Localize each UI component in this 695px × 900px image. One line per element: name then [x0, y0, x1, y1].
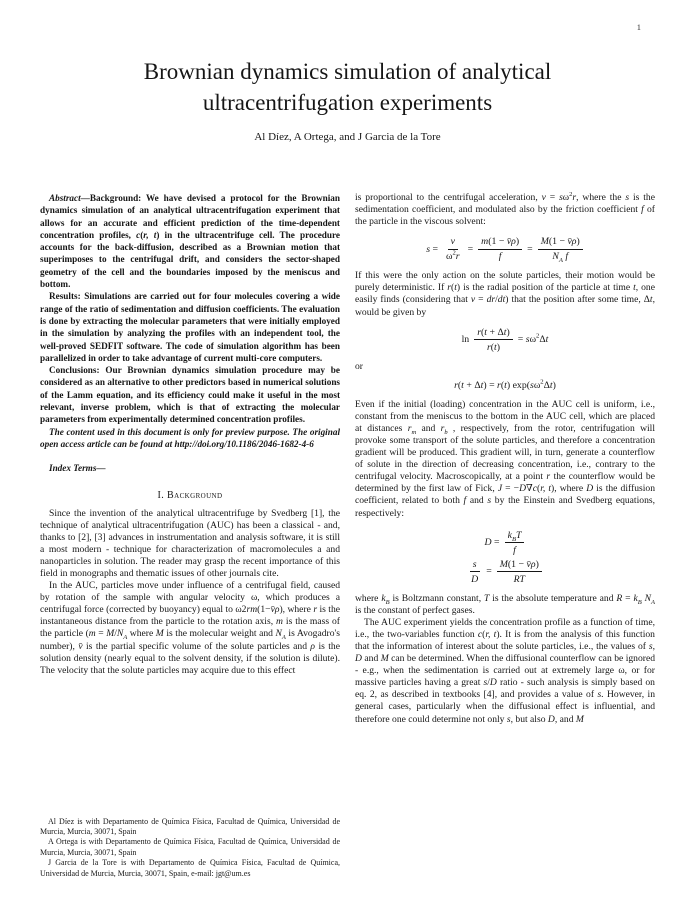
fraction-denominator: $N_A$ f — [552, 251, 569, 265]
preview-note: The content used in this document is only for preview purpose. The original open access article can be found at http://doi.org/10.1186/2046-1682-4-6 — [40, 426, 340, 449]
fraction-denominator: D — [471, 573, 479, 585]
fraction — [478, 236, 522, 262]
equals-sign: = — [467, 243, 474, 255]
fraction-numerator: m(1 − v̄ρ) — [478, 236, 522, 250]
fraction-denominator: r(t) — [486, 341, 501, 353]
fraction — [468, 559, 481, 585]
fraction-numerator: $k_BT$ — [505, 530, 525, 544]
fraction-numerator: v — [448, 236, 458, 250]
fraction-numerator: s — [470, 559, 480, 573]
fraction — [497, 559, 542, 585]
author-affiliation-footnotes — [40, 817, 340, 892]
auc-experiment-paragraph: The AUC experiment yields the concentration profile as a function of time, i.e., the two-variables function c(r, t). It is from the analysis of this function that the information of interest about the solute particles, i.e., the values of s, D and M can be determined. When the diffusional counterflow can be ignored - e.g., when the sedimentation is carried out at extremely large ω, or for massive particles having a great s/D ratio - such analysis is simply based on eq. 2, as described in textbooks [4], and provides a value of s. However, in general cases, particularly when the diffusional effect is influential, and therefore one could determine not only s, but also D, and M — [355, 616, 656, 725]
equals-sign: = — [486, 566, 492, 578]
counterflow-paragraph: Even if the initial (loading) concentration in the AUC cell is uniform, i.e., constant from the meniscus to the bottom in the AUC cell, which are placed at distances $r_m$ and $r_b$ , respectively, from the rotor, centrifugation will provoke some transport of the solute particles, and therefore a concentration gradient will be produced. This gradient will, in turn, generate a counterflow of solute in the direction of decreasing concentration, i.e., contrary to the centrifugal velocity. Macroscopically, at a point r the counterflow would be determined by the first law of Fick, J = −D∇c(r, t), where D is the diffusion coefficient, related to both f and s by the Einstein and Svedberg equations, respectively: — [355, 398, 656, 519]
fraction-denominator: f — [513, 544, 516, 556]
page-number: 1 — [636, 22, 641, 32]
eq-lhs: D = — [484, 537, 500, 549]
fraction — [505, 530, 525, 556]
fraction — [443, 236, 463, 262]
right-column — [355, 192, 655, 892]
eq-diffusion-coefficient — [355, 530, 655, 556]
einstein-svedberg-equations — [355, 530, 655, 585]
abstract-conclusions-paragraph: Conclusions: Our Brownian dynamics simulation procedure may be considered as an alternative to other predictors based in numerical solutions of the Lamm equation, and its efficiency could make it useful in the most relevant, inverse problem, which is that of extracting the molecular parameters from experimentally determined concentration profiles. — [40, 365, 340, 425]
footnote-author-1: Al Díez is with Departamento de Química Física, Facultad de Química, Universidad de Murcia, Murcia, 30071, Spain — [40, 816, 340, 836]
footnote-author-2: A Ortega is with Departamento de Química Física, Facultad de Química, Universidad de Murcia, Murcia, 30071, Spain — [40, 837, 340, 857]
eq-log-radial-position — [355, 327, 655, 353]
section-heading-background: I. Background — [157, 489, 223, 501]
background-paragraph-2: In the AUC, particles move under influence of a centrifugal field, caused by rotation of the sample with angular velocity ω, which produces a centrifugal force (corrected by buoyancy) equal to ω2rm(1−v̄ρ), where r is the instantaneous distance from the particle to the rotation axis, m is the mass of the particle ($m = M/N_A$ where M is the molecular weight and $N_A$ is Avogadro's number), v̄ is the partial specific volume of the solute particles and ρ is the solution density (nearly equal to the solvent density, if the solution is dilute). The velocity that the solute particles may acquire due to this effect — [40, 580, 341, 676]
fraction-denominator: $\omega^2r$ — [446, 250, 460, 263]
constants-paragraph: where $k_B$ is Boltzmann constant, T is the absolute temperature and $R = k_B$ $N_A$ is the constant of perfect gases. — [355, 592, 655, 616]
eq-exponential-position — [355, 380, 655, 391]
left-column — [40, 192, 340, 892]
fraction-denominator: f — [498, 251, 502, 263]
fraction-denominator: RT — [513, 573, 526, 585]
continuation-paragraph: is proportional to the centrifugal acceleration, $v = s\omega^2r$, where the s is the sedimentation coefficient, and modulated also by the friction coefficient f of the particle in the viscous solvent: — [355, 190, 655, 228]
background-paragraph-1: Since the invention of the analytical ultracentrifuge by Svedberg [1], the technique of analytical ultracentrifugation (AUC) has been a classical - and, thanks to [2], [3] advances in instrumentation and analysis software, it is still a most modern - technique for characterization of macromolecules a and nanoparticles in solution. The reader may grasp the recent importance of this field in monographs and thematic issues of other journals cite. — [40, 507, 340, 579]
abstract-background-paragraph: Abstract—Background: We have devised a protocol for the Brownian dynamics simulation of an analytical ultracentrifugation experiment that allows for an accurate and efficient prediction of the time-dependent concentration profiles, c(r, t) in the ultracentrifuge cell. The procedure accounts for the back-diffusion, described as a Brownian motion that superimposes to the centrifugal drift, and considers the sector-shaped geometry of the cell and the boundaries imposed by the meniscus and bottom. — [40, 193, 340, 290]
equals-sign: = — [527, 243, 533, 255]
fraction-numerator: r(t + Δt) — [474, 327, 513, 341]
eq-svedberg-ratio — [355, 559, 655, 585]
index-terms-label: Index Terms— — [49, 463, 106, 474]
paper-authors: Al Díez, A Ortega, and J Garcia de la Tore — [254, 131, 441, 143]
or-connector: or — [355, 360, 363, 372]
paper-title: Brownian dynamics simulation of analytical ultracentrifugation experiments — [143, 59, 552, 115]
eq-rhs: = $s\omega^2\Delta t$ — [517, 332, 549, 346]
footnote-author-3: J Garcia de la Tore is with Departamento de Química Física, Facultad de Química, Universidad de Murcia, Murcia, 30071, Spain, e-mail: jgt@um.es — [40, 858, 340, 878]
fraction — [538, 236, 583, 265]
eq-sedimentation-coefficient — [355, 236, 655, 265]
two-column-body — [0, 192, 695, 892]
fraction-numerator: M(1 − v̄ρ) — [538, 236, 583, 250]
ln-operator: ln — [461, 334, 470, 346]
deterministic-motion-paragraph: If this were the only action on the solute particles, their motion would be purely deterministic. If r(t) is the radial position of the particle at time t, one easily finds (considering that v = dr/dt) that the position after some time, Δt, would be given by — [355, 270, 655, 318]
fraction — [474, 327, 513, 353]
eq-expression: r(t + Δt) = r(t) $\exp(s\omega^2\Delta t)$ — [454, 378, 556, 391]
fraction-numerator: M(1 − v̄ρ) — [497, 559, 542, 573]
abstract-results-paragraph: Results: Simulations are carried out for four molecules covering a wide range of the ratio of sedimentation and diffusion coefficients. The evaluation is done by extracting the molecular parameters that were initially employed in the simulation by analyzing the profiles with an independent tool, the well-proved SEDFIT software. The code of simulation algorithm has been parallelized in order to take advantage of current multi-core computers. — [40, 291, 340, 363]
eq-lhs: s = — [426, 243, 439, 255]
